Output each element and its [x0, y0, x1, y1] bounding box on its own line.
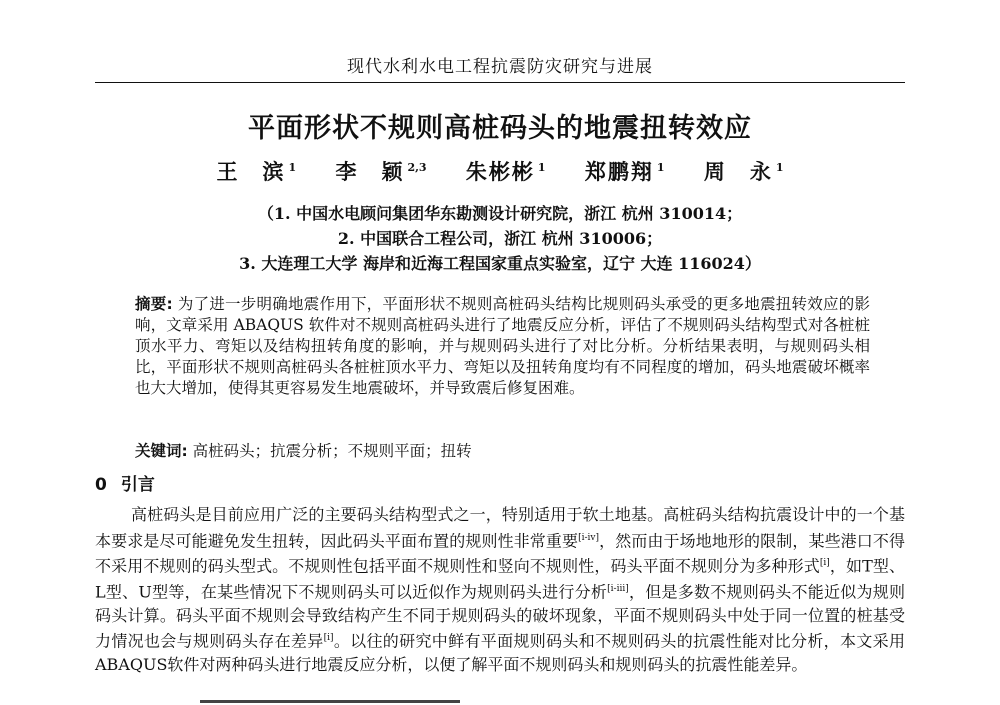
author-affil-mark: 1: [656, 161, 665, 174]
header-rule: [95, 82, 905, 83]
citation: [i]: [819, 558, 830, 569]
author-list: [0, 156, 1000, 186]
body-text-segment: 高桩码头是目前应用广泛的主要码头结构型式之一，特别适用于软土地基。高桩码头结构抗震设计中的一个基本要求是尽可能避免发生扭转，因此码头平面布置的规则性非常重要: [95, 505, 905, 550]
author-name: 王 滨: [216, 159, 286, 184]
author-2: [335, 159, 426, 184]
affiliation-2: 2. 中国联合工程公司，浙江 杭州 310006；: [337, 229, 663, 248]
author-name: 郑鹏翔: [584, 159, 654, 184]
author-affil-mark: 1: [288, 161, 297, 174]
author-1: [216, 159, 296, 184]
author-affil-mark: 2,3: [407, 161, 427, 174]
author-name: 李 颖: [335, 159, 405, 184]
clipped-next-line: [200, 697, 460, 705]
section-number: 0: [95, 475, 107, 495]
author-3: [466, 159, 546, 184]
citation: [i]: [323, 633, 334, 644]
abstract-label: 摘要:: [135, 295, 173, 313]
author-5: [704, 159, 784, 184]
body-text-segment: 。以往的研究中鲜有平面规则码头和不规则码头的抗震性能对比分析，本文采用ABAQUS软件对两种码头进行地震反应分析，以便了解平面不规则码头和规则码头的抗震性能差异。: [95, 631, 905, 675]
keywords-text: 高桩码头；抗震分析；不规则平面；扭转: [192, 442, 472, 460]
author-affil-mark: 1: [775, 161, 784, 174]
running-head: 现代水利水电工程抗震防灾研究与进展: [347, 57, 653, 77]
abstract: [135, 294, 870, 399]
body-text-segment: ，但是多数不规则码头不能近似为规则码头计算。码头平面不规则会导致结构产生不同于规则码头的破坏现象，平面不规则码头中处于同一位置的桩基受力情况也会与规则码头存在差异: [95, 582, 905, 651]
citation: [i-iii]: [607, 584, 629, 595]
body-text-segment: ，然而由于场地地形的限制，某些港口不得不采用不规则的码头型式。不规则性包括平面不规则性和竖向不规则性，码头平面不规则分为多种形式: [95, 530, 905, 576]
citation: [i-iv]: [578, 532, 600, 543]
body-text-segment: ，如T型、L型、U型等，在某些情况下不规则码头可以近似作为规则码头进行分析: [95, 556, 905, 602]
paper-title: 平面形状不规则高桩码头的地震扭转效应: [248, 113, 752, 144]
section-title: 引言: [120, 475, 155, 495]
intro-paragraph: [95, 503, 905, 677]
author-name: 朱彬彬: [465, 159, 535, 184]
affiliation-3: 3. 大连理工大学 海岸和近海工程国家重点实验室，辽宁 大连 116024）: [239, 254, 761, 273]
abstract-text: 为了进一步明确地震作用下，平面形状不规则高桩码头结构比规则码头承受的更多地震扭转效应的影响，文章采用 ABAQUS 软件对不规则高桩码头进行了地震反应分析，评估了不规则码头结构型式对各桩桩顶水平力、弯矩以及结构扭转角度的影响，并与规则码头进行了对比分析。分析结果表明，与规则码头相比，平面形状不规则高桩码头各桩桩顶水平力、弯矩以及扭转角度均有不同程度的增加，码头地震破坏概率也大大增加，使得其更容易发生地震破坏，并导致震后修复困难。: [135, 295, 870, 397]
section-heading: [95, 470, 155, 495]
author-4: [585, 159, 665, 184]
author-name: 周 永: [703, 159, 773, 184]
keywords: [135, 441, 870, 462]
author-affil-mark: 1: [537, 161, 546, 174]
keywords-label: 关键词:: [135, 442, 188, 460]
affiliation-1: （1. 中国水电顾问集团华东勘测设计研究院，浙江 杭州 310014；: [257, 204, 743, 223]
